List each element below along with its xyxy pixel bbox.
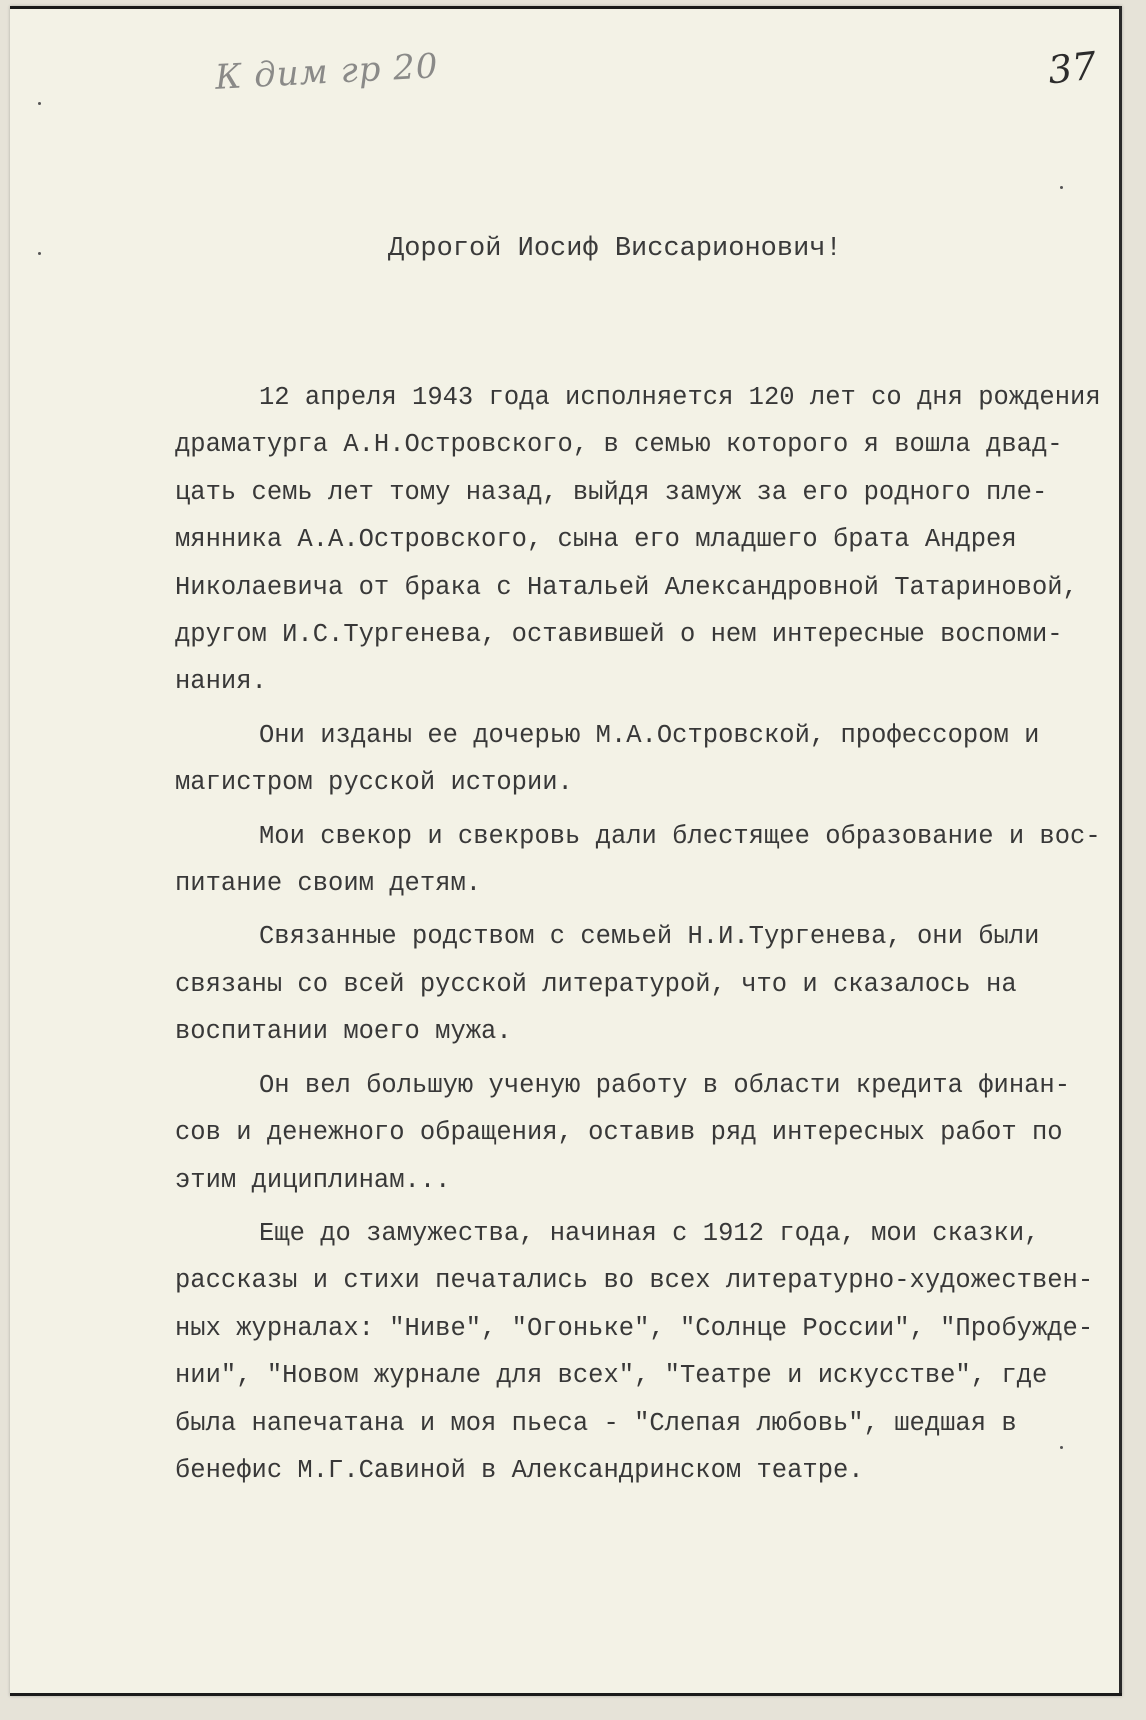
salutation: Дорогой Иосиф Виссарионович!: [388, 234, 842, 264]
scan-edge-top: [10, 6, 1122, 9]
margin-mark: [38, 102, 41, 105]
text-line: Он вел большую ученую работу в области кредита финан-: [259, 1070, 1071, 1100]
document-page: [10, 6, 1122, 1696]
paragraph: [175, 1062, 1122, 1204]
text-line: бенефис М.Г.Савиной в Александринском театре.: [175, 1455, 864, 1485]
text-line: ных журналах: "Ниве", "Огоньке", "Солнце России", "Пробужде-: [175, 1313, 1094, 1343]
text-line: цать семь лет тому назад, выйдя замуж за его родного пле-: [175, 477, 1048, 507]
archive-pencil-note: К дим гр 20: [214, 46, 440, 98]
text-line: Еще до замужества, начиная с 1912 года, мои сказки,: [259, 1218, 1040, 1248]
text-line: нии", "Новом журнале для всех", "Театре и искусстве", где: [175, 1361, 1048, 1391]
text-line: нания.: [175, 667, 267, 697]
text-line: была напечатана и моя пьеса - "Слепая любовь", шедшая в: [175, 1408, 1017, 1438]
text-line: Они изданы ее дочерью М.А.Островской, профессором и: [259, 720, 1040, 750]
text-line: этим дициплинам...: [175, 1165, 451, 1195]
text-line: драматурга А.Н.Островского, в семью которого я вошла двад-: [175, 430, 1063, 460]
text-line: рассказы и стихи печатались во всех литературно-художествен-: [175, 1266, 1094, 1296]
margin-mark: [1060, 186, 1063, 189]
text-line: связаны со всей русской литературой, что и сказалось на: [175, 969, 1017, 999]
paragraph: [175, 1210, 1122, 1494]
text-line: Мои свекор и свекровь дали блестящее образование и вос-: [259, 821, 1101, 851]
text-line: 12 апреля 1943 года исполняется 120 лет со дня рождения: [259, 383, 1101, 412]
letter-body: [175, 374, 1122, 1500]
page-number: 37: [1045, 43, 1099, 93]
text-line: воспитании моего мужа.: [175, 1017, 512, 1047]
scan-edge-bottom: [10, 1693, 1122, 1696]
paragraph: [175, 813, 1122, 908]
text-line: Николаевича от брака с Натальей Александровной Татариновой,: [175, 572, 1078, 602]
text-line: Связанные родством с семьей Н.И.Тургенева, они были: [259, 922, 1040, 952]
margin-mark: [38, 252, 41, 255]
paragraph: [175, 712, 1122, 807]
text-line: питание своим детям.: [175, 869, 482, 899]
text-line: магистром русской истории.: [175, 768, 573, 798]
text-line: мянника А.А.Островского, сына его младшего брата Андрея: [175, 525, 1017, 555]
text-line: другом И.С.Тургенева, оставившей о нем интересные воспоми-: [175, 620, 1063, 650]
paragraph: [175, 913, 1122, 1055]
paragraph: [175, 374, 1122, 706]
text-line: сов и денежного обращения, оставив ряд интересных работ по: [175, 1118, 1063, 1148]
